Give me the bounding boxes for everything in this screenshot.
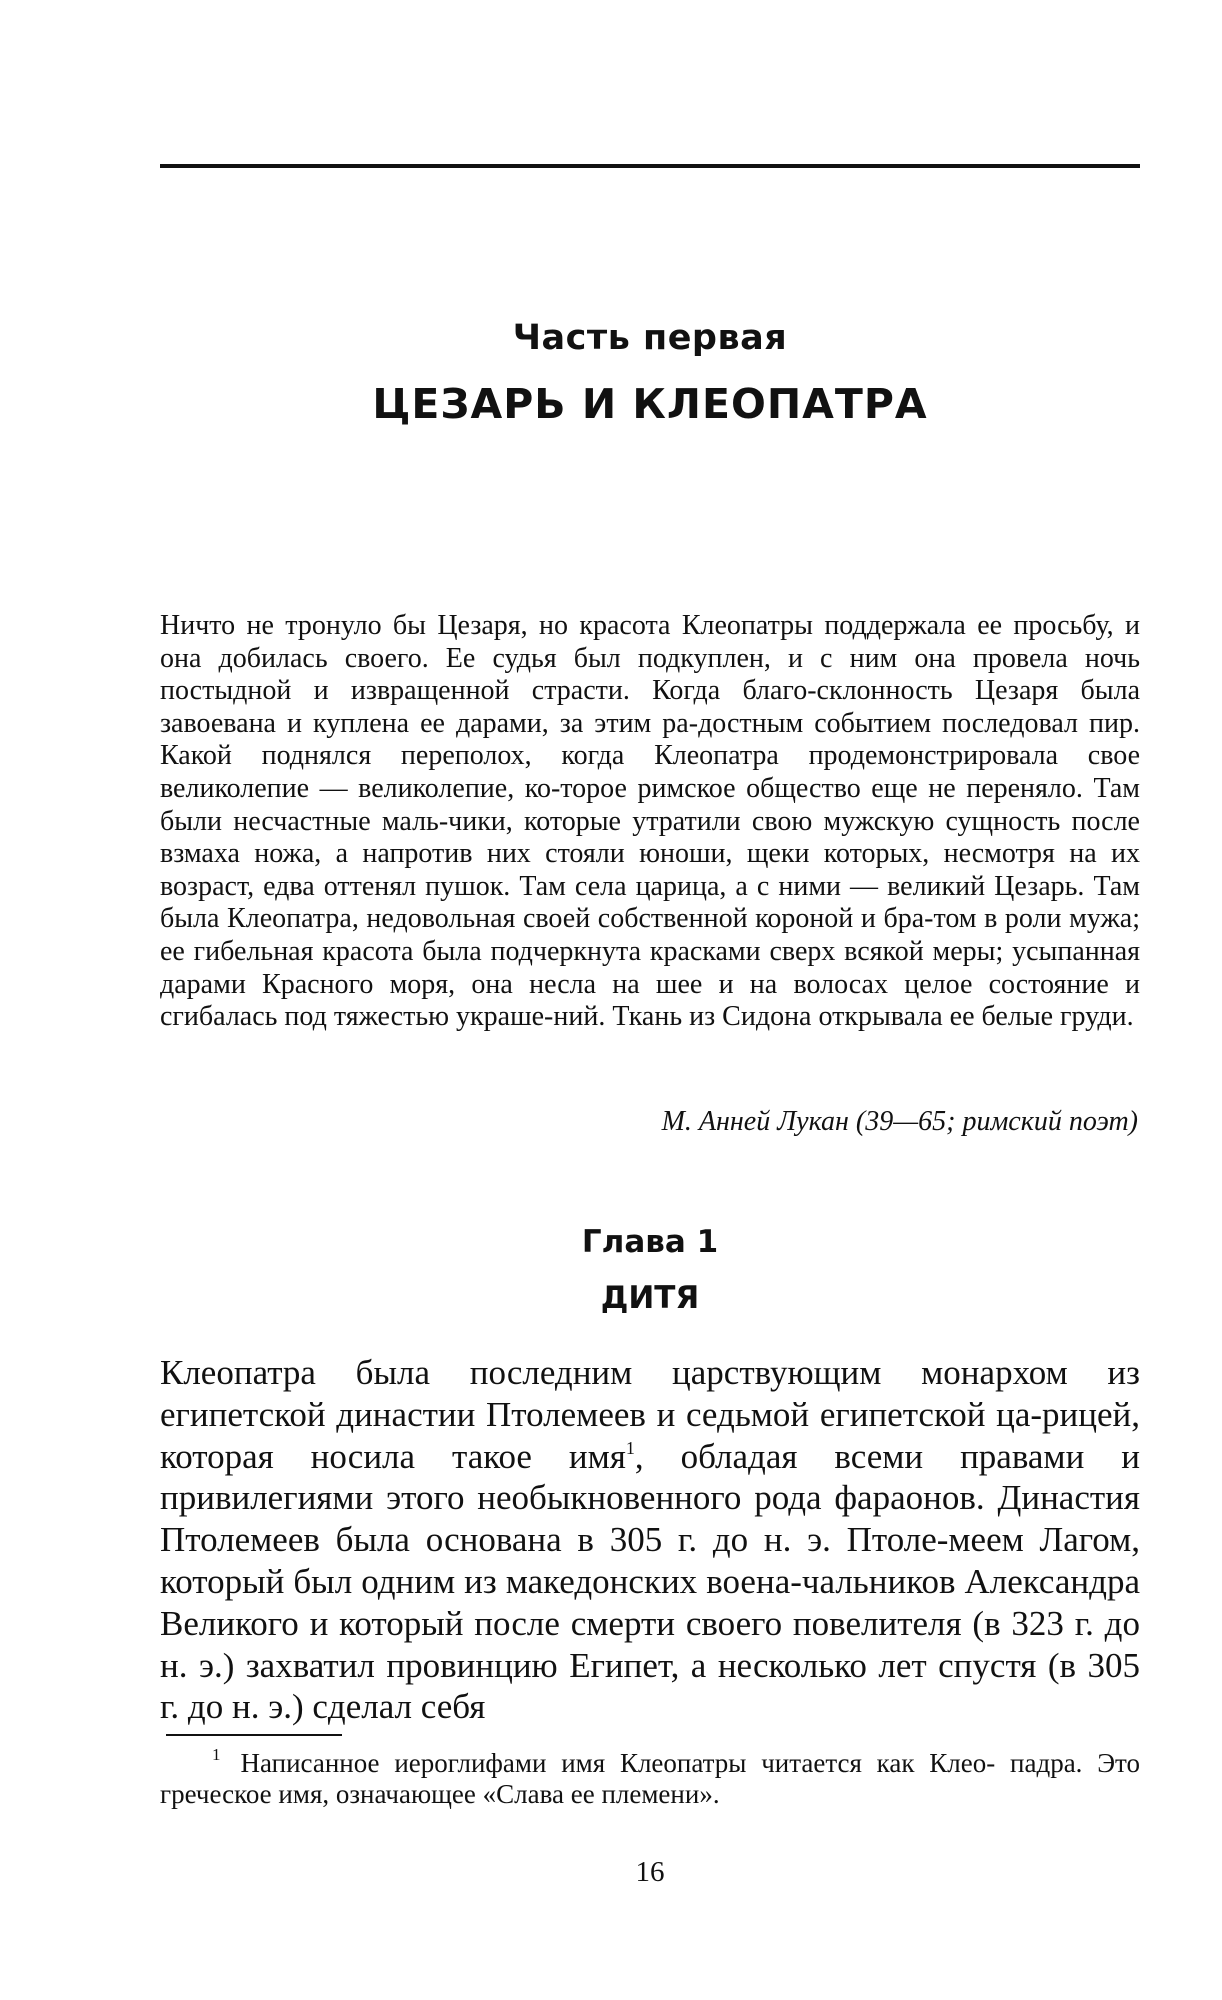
footnote-line: падра. Это греческое имя, означающее «Слава ее племени». <box>160 1748 1140 1809</box>
body-line: Египет, а несколько лет спустя (в 305 г. до н. э.) сделал себя <box>160 1645 1141 1727</box>
chapter-label: Глава 1 <box>581 1224 719 1260</box>
epigraph-line: сверх всякой меры; усыпанная дарами Красного моря, она несла на <box>160 935 1141 1000</box>
part-title: ЦЕЗАРЬ И КЛЕОПАТРА <box>372 380 928 428</box>
body-line: и привилегиями этого необыкновенного рода фараонов. <box>160 1436 1140 1518</box>
footnote-rule <box>166 1734 342 1736</box>
chapter-title: ДИТЯ <box>600 1280 700 1316</box>
epigraph-line: склонность Цезаря была завоевана и куплена ее дарами, за этим ра- <box>160 675 1140 739</box>
epigraph-line: она провела ночь постыдной и извращенной страсти. Когда благо- <box>160 642 1140 707</box>
body-line: Клеопатра была последним царствующим монархом из <box>160 1353 1140 1392</box>
footnote-line: Написанное иероглифами имя Клеопатры читается как Клео- <box>240 1748 996 1778</box>
body-line: меем Лагом, который был одним из македонских воена- <box>160 1520 1140 1601</box>
page-number: 16 <box>635 1856 665 1888</box>
epigraph-line: чики, которые утратили свою мужскую сущность после взмаха ножа, <box>160 805 1140 870</box>
body-paragraph <box>160 1352 1140 1728</box>
epigraph-line: шее и на волосах целое состояние и сгибалась под тяжестью украше- <box>160 968 1141 1033</box>
body-line: египетской династии Птолемеев и седьмой египетской ца- <box>160 1394 1043 1434</box>
body-line: , обладая всеми правами <box>634 1436 1085 1476</box>
epigraph-line: Ничто не тронуло бы Цезаря, но красота Клеопатры поддержала <box>160 610 966 641</box>
part-label: Часть первая <box>512 318 788 358</box>
footnote-reference[interactable]: 1 <box>625 1437 635 1458</box>
epigraph-line: едва оттенял пушок. Там села царица, а с ними — великий Цезарь. <box>263 870 1085 902</box>
top-rule <box>160 164 1140 168</box>
epigraph-line: достным событием последовал пир. Какой поднялся переполох, когда <box>160 707 1140 772</box>
epigraph-line: торое римское общество еще не переняло. Там были несчастные маль- <box>160 772 1141 837</box>
epigraph-attribution: М. Анней Лукан (39—65; римский поэт) <box>661 1106 1138 1137</box>
epigraph-line: том в роли мужа; ее гибельная красота была подчеркнута красками <box>160 903 1140 967</box>
epigraph <box>160 610 1140 1034</box>
epigraph-line: ее просьбу, и она добилась своего. Ее судья был подкуплен, и с ним <box>160 610 1140 674</box>
body-line: чальников Александра Великого и который после смерти <box>160 1561 1140 1643</box>
body-line: своего повелителя (в 323 г. до н. э.) захватил провинцию <box>160 1603 1140 1685</box>
body-line: Династия Птолемеев была основана в 305 г. до н. э. Птоле- <box>160 1478 1140 1560</box>
epigraph-line: Там была Клеопатра, недовольная своей собственной короной и бра- <box>160 870 1141 935</box>
epigraph-line: а напротив них стояли юноши, щеки которых, несмотря на их возраст, <box>160 838 1140 902</box>
body-line: рицей, которая носила такое имя <box>160 1394 1140 1476</box>
epigraph-line: Клеопатра продемонстрировала свое великолепие — великолепие, ко- <box>160 740 1141 804</box>
footnote: 1 Написанное иероглифами имя Клеопатры читается как Клео- падра. Это греческое имя, означающее «Слава ее племени». <box>160 1745 1140 1809</box>
epigraph-line: ний. Ткань из Сидона открывала ее белые груди. <box>553 1001 1134 1033</box>
